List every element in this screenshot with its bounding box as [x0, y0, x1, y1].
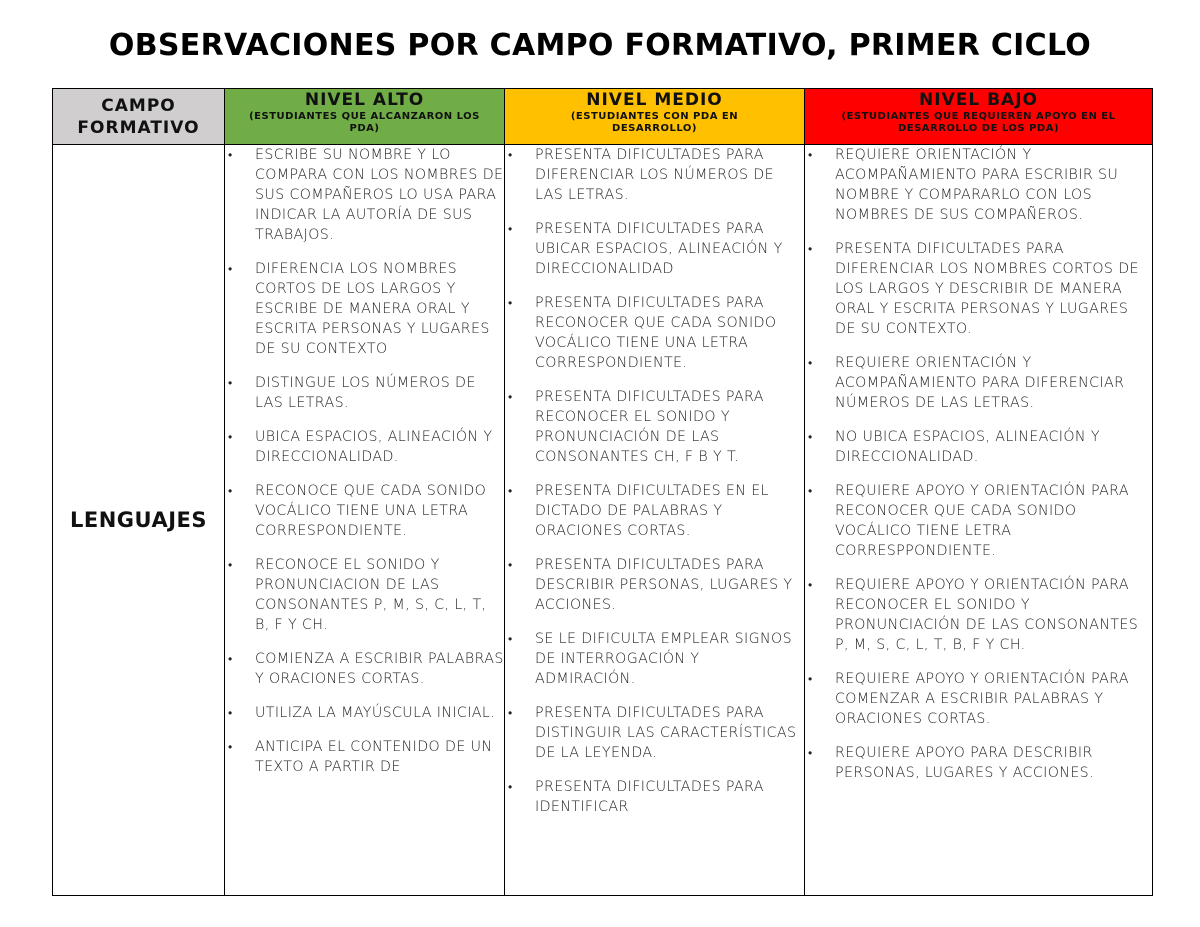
list-item: [505, 219, 804, 279]
list-item-text: PRESENTA DIFICULTADES PARA DIFERENCIAR LOS NÚMEROS DE LAS LETRAS.: [535, 147, 774, 203]
bajo-list: [805, 145, 1152, 783]
bullet-icon: •: [228, 706, 233, 720]
list-item-text: SE LE DIFICULTA EMPLEAR SIGNOS DE INTERROGACIÓN Y ADMIRACIÓN.: [535, 631, 793, 687]
list-item: [505, 145, 804, 205]
alto-list: [225, 145, 504, 777]
campo-cell: [53, 145, 225, 896]
list-item-text: REQUIERE APOYO Y ORIENTACIÓN PARA COMENZAR A ESCRIBIR PALABRAS Y ORACIONES CORTAS.: [835, 671, 1129, 727]
bullet-icon: •: [228, 740, 233, 754]
list-item: [225, 703, 504, 723]
list-item: [805, 427, 1152, 467]
campo-lenguajes: LENGUAJES: [70, 508, 207, 532]
list-item-text: NO UBICA ESPACIOS, ALINEACIÓN Y DIRECCIONALIDAD.: [835, 429, 1100, 465]
list-item-text: PRESENTA DIFICULTADES PARA DISTINGUIR LAS CARACTERÍSTICAS DE LA LEYENDA.: [535, 705, 797, 761]
bullet-icon: •: [508, 706, 513, 720]
bullet-icon: •: [508, 390, 513, 404]
list-item-text: PRESENTA DIFICULTADES PARA RECONOCER EL SONIDO Y PRONUNCIACIÓN DE LAS CONSONANTES CH, F B Y T.: [535, 389, 764, 465]
page-title: OBSERVACIONES POR CAMPO FORMATIVO, PRIMER CICLO: [108, 28, 1092, 63]
bullet-icon: •: [508, 632, 513, 646]
list-item: [805, 669, 1152, 729]
list-item-text: DISTINGUE LOS NÚMEROS DE LAS LETRAS.: [255, 375, 476, 411]
list-item-text: RECONOCE QUE CADA SONIDO VOCÁLICO TIENE UNA LETRA CORRESPONDIENTE.: [255, 483, 487, 539]
list-item: [805, 575, 1152, 655]
bullet-icon: •: [808, 430, 813, 444]
medio-cell: [505, 145, 805, 896]
list-item: [225, 427, 504, 467]
header-nivel-alto: [225, 89, 505, 145]
list-item-text: PRESENTA DIFICULTADES PARA DESCRIBIR PERSONAS, LUGARES Y ACCIONES.: [535, 557, 793, 613]
bullet-icon: •: [808, 242, 813, 256]
bullet-icon: •: [508, 148, 513, 162]
observations-table: [52, 88, 1153, 896]
bullet-icon: •: [508, 484, 513, 498]
bullet-icon: •: [228, 652, 233, 666]
lenguajes-row: [53, 145, 1153, 896]
bullet-icon: •: [508, 558, 513, 572]
header-medio-subtitle: (ESTUDIANTES CON PDA EN DESARROLLO): [570, 111, 739, 134]
list-item: [225, 649, 504, 689]
list-item-text: REQUIERE APOYO Y ORIENTACIÓN PARA RECONOCER EL SONIDO Y PRONUNCIACIÓN DE LAS CONSONANTES P, M, S, C, L, T, B, F Y CH.: [835, 577, 1139, 653]
bullet-icon: •: [228, 262, 233, 276]
header-nivel-medio: [505, 89, 805, 145]
bullet-icon: •: [808, 148, 813, 162]
bullet-icon: •: [228, 484, 233, 498]
header-bajo-label: NIVEL BAJO: [919, 90, 1038, 110]
list-item: [505, 629, 804, 689]
list-item: [225, 145, 504, 245]
bullet-icon: •: [508, 296, 513, 310]
header-campo-formativo: [53, 89, 225, 145]
medio-list: [505, 145, 804, 817]
list-item-text: PRESENTA DIFICULTADES EN EL DICTADO DE PALABRAS Y ORACIONES CORTAS.: [535, 483, 769, 539]
list-item: [225, 481, 504, 541]
list-item-text: PRESENTA DIFICULTADES PARA UBICAR ESPACIOS, ALINEACIÓN Y DIRECCIONALIDAD: [535, 221, 783, 277]
bullet-icon: •: [808, 484, 813, 498]
list-item: [805, 743, 1152, 783]
bullet-icon: •: [808, 746, 813, 760]
header-alto-subtitle: (ESTUDIANTES QUE ALCANZARON LOS PDA): [249, 111, 480, 134]
list-item-text: DIFERENCIA LOS NOMBRES CORTOS DE LOS LARGOS Y ESCRIBE DE MANERA ORAL Y ESCRITA PERSONAS Y LUGARES DE SU CONTEXTO: [255, 261, 490, 357]
list-item-text: PRESENTA DIFICULTADES PARA IDENTIFICAR: [535, 779, 764, 815]
list-item-text: RECONOCE EL SONIDO Y PRONUNCIACION DE LAS CONSONANTES P, M, S, C, L, T, B, F Y CH.: [255, 557, 487, 633]
list-item: [805, 481, 1152, 561]
header-campo-line1: CAMPO: [101, 95, 176, 116]
list-item-text: PRESENTA DIFICULTADES PARA DIFERENCIAR LOS NOMBRES CORTOS DE LOS LARGOS Y DESCRIBIR DE MANERA ORAL Y ESCRITA PERSONAS Y LUGARES DE SU CONTEXTO.: [835, 241, 1139, 337]
alto-cell: [225, 145, 505, 896]
list-item-text: PRESENTA DIFICULTADES PARA RECONOCER QUE CADA SONIDO VOCÁLICO TIENE UNA LETRA CORRESPONDIENTE.: [535, 295, 777, 371]
list-item: [505, 555, 804, 615]
bullet-icon: •: [228, 376, 233, 390]
list-item: [505, 387, 804, 467]
bullet-icon: •: [228, 148, 233, 162]
header-medio-label: NIVEL MEDIO: [586, 90, 723, 110]
list-item: [505, 293, 804, 373]
list-item: [805, 239, 1152, 339]
bullet-icon: •: [228, 430, 233, 444]
list-item-text: COMIENZA A ESCRIBIR PALABRAS Y ORACIONES CORTAS.: [255, 651, 504, 687]
list-item: [225, 737, 504, 777]
bullet-icon: •: [808, 578, 813, 592]
header-row: [53, 89, 1153, 145]
bajo-cell: [805, 145, 1153, 896]
list-item: [505, 777, 804, 817]
list-item-text: REQUIERE APOYO Y ORIENTACIÓN PARA RECONOCER QUE CADA SONIDO VOCÁLICO TIENE LETRA CORRESPPONDIENTE.: [835, 483, 1129, 559]
header-nivel-bajo: [805, 89, 1153, 145]
bullet-icon: •: [228, 558, 233, 572]
list-item-text: UTILIZA LA MAYÚSCULA INICIAL.: [255, 705, 496, 721]
list-item: [225, 259, 504, 359]
list-item-text: ESCRIBE SU NOMBRE Y LO COMPARA CON LOS NOMBRES DE SUS COMPAÑEROS LO USA PARA INDICAR LA AUTORÍA DE SUS TRABAJOS.: [255, 147, 504, 243]
bullet-icon: •: [508, 780, 513, 794]
header-campo-line2: FORMATIVO: [77, 117, 200, 138]
list-item: [225, 555, 504, 635]
bullet-icon: •: [808, 356, 813, 370]
list-item-text: REQUIERE ORIENTACIÓN Y ACOMPAÑAMIENTO PARA ESCRIBIR SU NOMBRE Y COMPARARLO CON LOS NOMBRES DE SUS COMPAÑEROS.: [835, 147, 1119, 223]
list-item-text: REQUIERE ORIENTACIÓN Y ACOMPAÑAMIENTO PARA DIFERENCIAR NÚMEROS DE LAS LETRAS.: [835, 355, 1125, 411]
list-item: [805, 145, 1152, 225]
list-item-text: UBICA ESPACIOS, ALINEACIÓN Y DIRECCIONALIDAD.: [255, 429, 493, 465]
bullet-icon: •: [508, 222, 513, 236]
list-item: [505, 481, 804, 541]
list-item: [225, 373, 504, 413]
list-item: [805, 353, 1152, 413]
list-item-text: ANTICIPA EL CONTENIDO DE UN TEXTO A PARTIR DE: [255, 739, 493, 775]
list-item: [505, 703, 804, 763]
header-bajo-subtitle: (ESTUDIANTES QUE REQUIEREN APOYO EN EL DESARROLLO DE LOS PDA): [841, 111, 1116, 134]
header-alto-label: NIVEL ALTO: [304, 90, 425, 110]
list-item-text: REQUIERE APOYO PARA DESCRIBIR PERSONAS, LUGARES Y ACCIONES.: [835, 745, 1095, 781]
bullet-icon: •: [808, 672, 813, 686]
